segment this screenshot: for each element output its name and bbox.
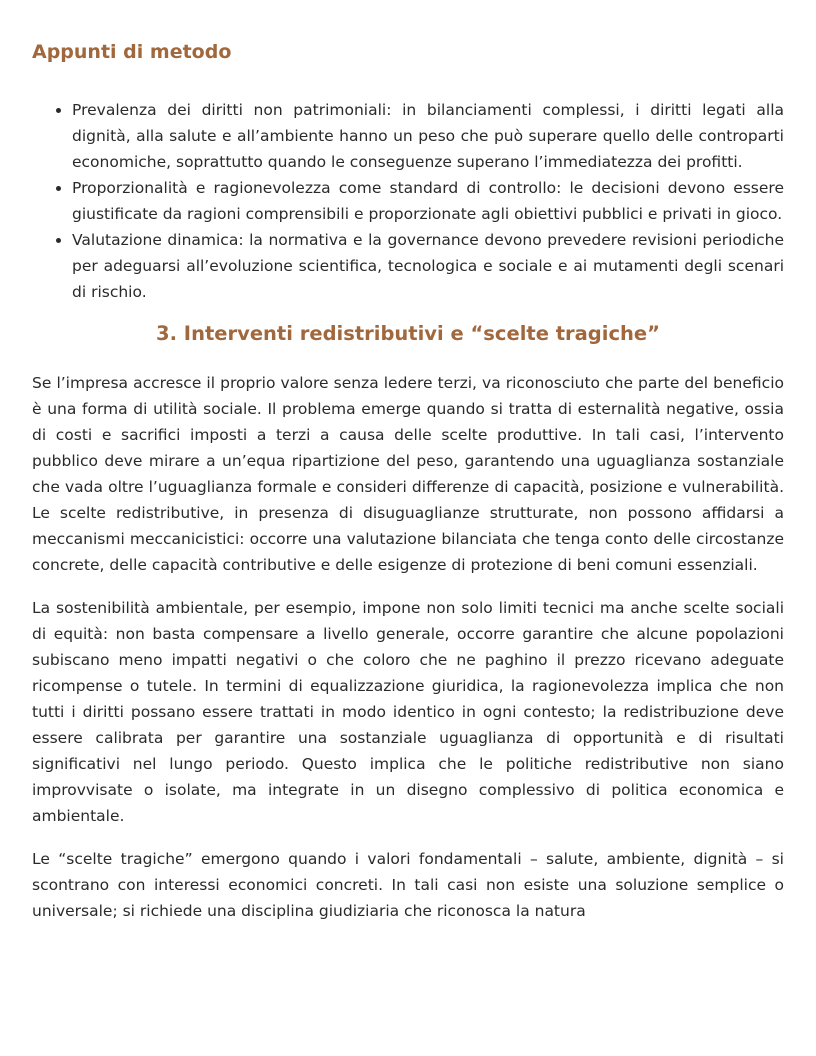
list-item: • Prevalenza dei diritti non patrimoniali: in bilanciamenti complessi, i diritti legati alla dignità, alla salute e all’ambiente hanno un peso che può superare quello delle controparti economiche, soprattutto quando le conseguenze superano l’immediatezza dei profitti.: [72, 97, 784, 175]
method-notes-heading: Appunti di metodo: [32, 41, 232, 63]
body-paragraph: La sostenibilità ambientale, per esempio, impone non solo limiti tecnici ma anche scelte sociali di equità: non basta compensare a livello generale, occorre garantire che alcune popolazioni subiscano meno impatti negativi o che coloro che ne paghino il prezzo ricevano adeguate ricompense o tutele. In termini di equalizzazione giuridica, la ragionevolezza implica che non tutti i diritti possano essere trattati in modo identico in ogni contesto; la redistribuzione deve essere calibrata per garantire una sostanziale uguaglianza di opportunità e di risultati significativi nel lungo periodo. Questo implica che le politiche redistributive non siano improvvisate o isolate, ma integrate in un disegno complessivo di politica economica e ambientale.: [32, 599, 784, 825]
section-heading: 3. Interventi redistributivi e “scelte tragiche”: [156, 322, 660, 345]
list-item: • Valutazione dinamica: la normativa e la governance devono prevedere revisioni periodiche per adeguarsi all’evoluzione scientifica, tecnologica e sociale e ai mutamenti degli scenari di rischio.: [72, 227, 784, 305]
body-paragraph: Se l’impresa accresce il proprio valore senza ledere terzi, va riconosciuto che parte del beneficio è una forma di utilità sociale. Il problema emerge quando si tratta di esternalità negative, ossia di costi e sacrifici imposti a terzi a causa delle scelte produttive. In tali casi, l’intervento pubblico deve mirare a un’equa ripartizione del peso, garantendo una uguaglianza sostanziale che vada oltre l’uguaglianza formale e consideri differenze di capacità, posizione e vulnerabilità. Le scelte redistributive, in presenza di disuguaglianze strutturate, non possono affidarsi a meccanismi meccanicistici: occorre una valutazione bilanciata che tenga conto delle circostanze concrete, delle capacità contributive e delle esigenze di protezione di beni comuni essenziali.: [32, 374, 784, 574]
method-notes-list: [32, 97, 784, 305]
list-item: • Proporzionalità e ragionevolezza come standard di controllo: le decisioni devono essere giustificate da ragioni comprensibili e proporzionate agli obiettivi pubblici e privati in gioco.: [72, 175, 784, 227]
body-paragraph: Le “scelte tragiche” emergono quando i valori fondamentali – salute, ambiente, dignità – si scontrano con interessi economici concreti. In tali casi non esiste una soluzione semplice o universale; si richiede una disciplina giudiziaria che riconosca la natura: [32, 850, 784, 920]
